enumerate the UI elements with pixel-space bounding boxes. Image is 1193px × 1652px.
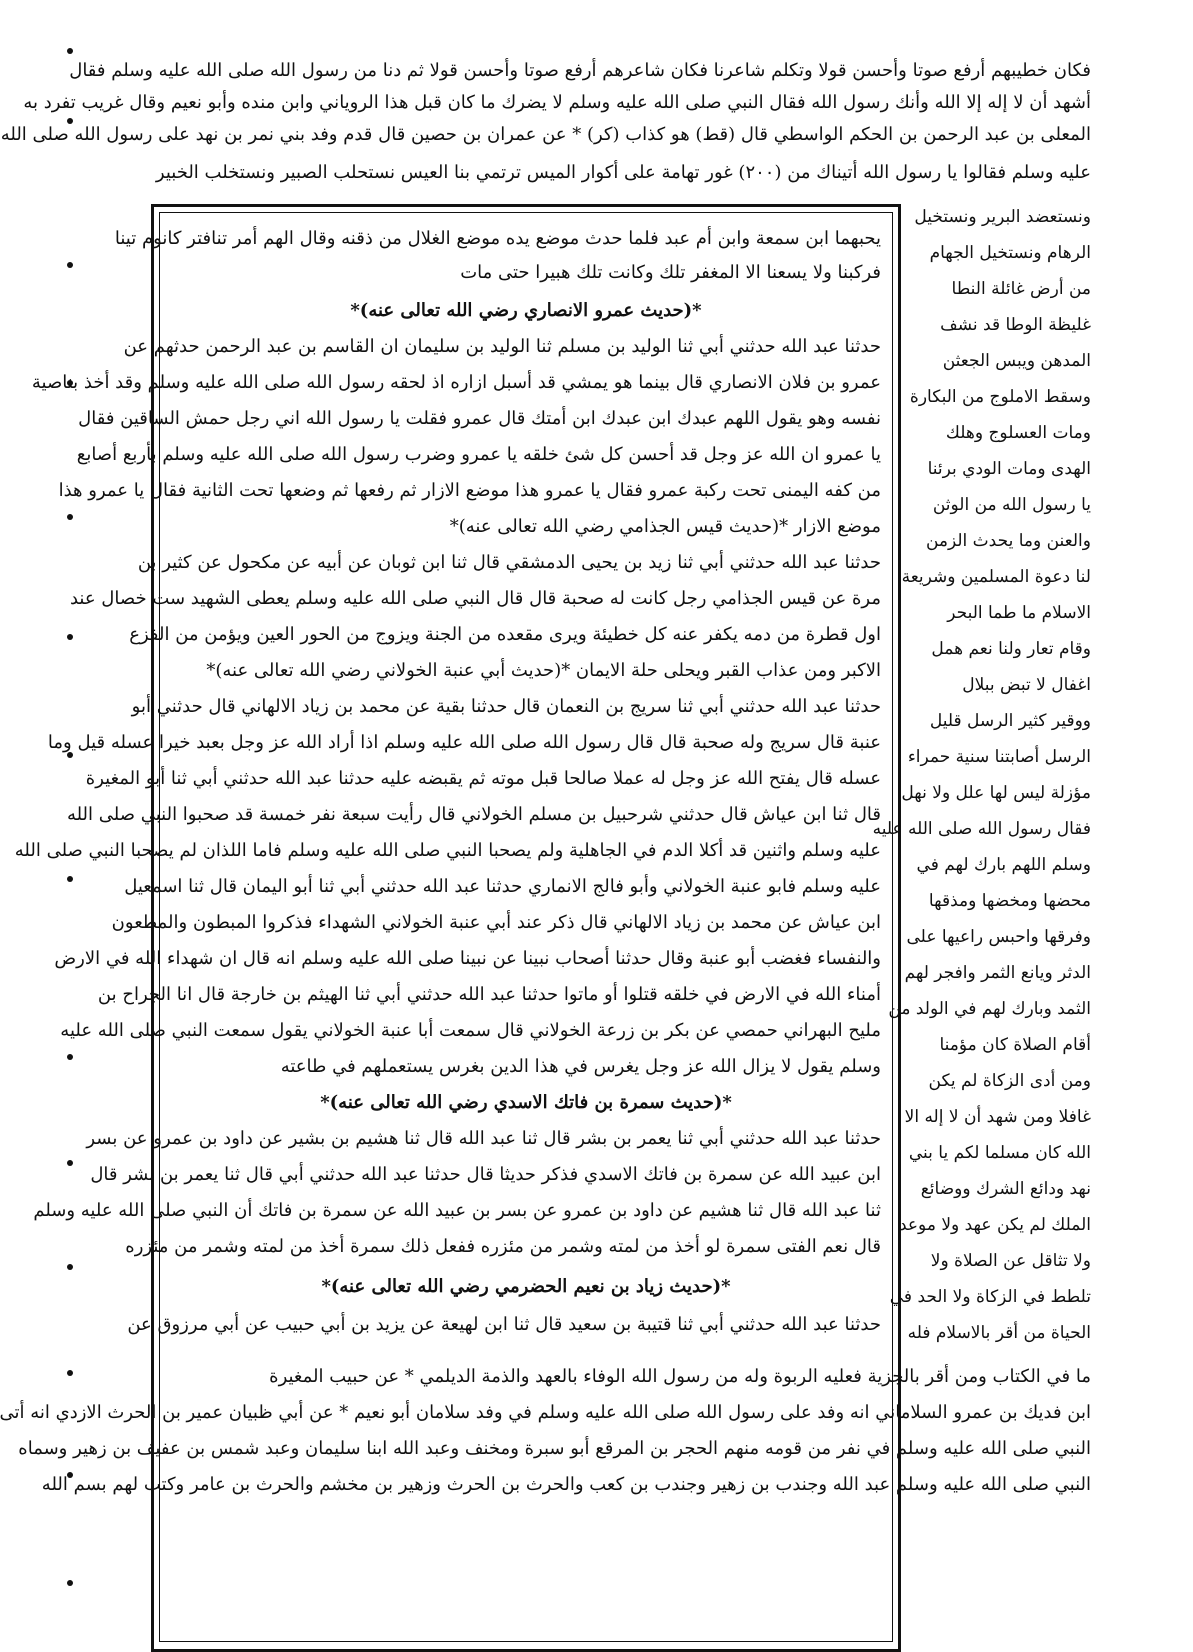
margin-text-line: وسقط الاملوج من البكارة [909,387,1091,407]
margin-text-line: الملك لم يكن عهد ولا موعد [898,1215,1091,1235]
margin-text-line: الحياة من أقر بالاسلام فله [907,1323,1091,1343]
margin-text-line: أقام الصلاة كان مؤمنا [939,1035,1091,1055]
main-text-line: حدثنا عبد الله حدثني أبي ثنا زيد بن يحيى الدمشقي قال ثنا ابن ثوبان عن أبيه عن مكحول عن كثير بن [137,552,881,573]
margin-text-line: محضها ومخضها ومذقها [928,891,1091,911]
margin-text-line: الله كان مسلما لكم يا بني [908,1143,1091,1163]
main-text-line: أمناء الله في الارض في خلقه قتلوا أو ماتوا حدثنا عبد الله حدثني أبي ثنا الهيثم بن خارجة قال انا الجراح بن [97,984,881,1005]
margin-text-line: وسلم اللهم بارك لهم في [916,855,1091,875]
margin-text-line: ونستعضد البرير ونستخيل [914,207,1091,227]
main-text-line: حدثنا عبد الله حدثني أبي ثنا قتيبة بن سعيد قال ثنا ابن لهيعة عن يزيد بن أبي حبيب عن أبي مرزوق عن [127,1314,881,1335]
top-text-line: فكان خطيبهم أرفع صوتا وأحسن قولا وتكلم شاعرنا فكان شاعرهم أرفع صوتا وأحسن قولا ثم دنا من رسول الله صلى الله عليه وسلم فقال [69,60,1091,81]
margin-dot [67,1160,73,1166]
main-text-line: ثنا عبد الله قال ثنا هشيم عن داود بن عمرو عن بسر بن عبيد الله عن سمرة بن فاتك أن النبي صلى الله عليه وسلم [33,1200,881,1221]
margin-text-line: ووقير كثير الرسل قليل [929,711,1091,731]
margin-text-line: ولا تثاقل عن الصلاة ولا [930,1251,1091,1271]
margin-text-line: لنا دعوة المسلمين وشريعة [901,567,1091,587]
margin-text-line: والعنن وما يحدث الزمن [925,531,1091,551]
main-text-line: قال نعم الفتى سمرة لو أخذ من لمته وشمر من مئزره ففعل ذلك سمرة أخذ من لمته وشمر من مئزره [125,1236,881,1257]
section-heading: *(حديث سمرة بن فاتك الاسدي رضي الله تعالى عنه)* [320,1092,732,1113]
main-text-line: حدثنا عبد الله حدثني أبي ثنا يعمر بن بشر قال ثنا عبد الله قال ثنا هشيم بن بشير عن داود بن عمرو عن بسر [86,1128,881,1149]
margin-dot [67,514,73,520]
margin-text-line: وفرقها واحبس راعيها على [906,927,1091,947]
margin-dot [67,634,73,640]
main-text-line: مليح البهراني حمصي عن بكر بن زرعة الخولاني قال سمعت أبا عنبة الخولاني يقول سمعت النبي صلى الله عليه [60,1020,881,1041]
top-text-line: المعلى بن عبد الرحمن بن الحكم الواسطي قال (قط) هو كذاب (كر) * عن عمران بن حصين قال قدم وفد بني نمر بن نهد على رسول الله صلى الله [0,124,1091,145]
margin-text-line: غليظة الوطا قد نشف [940,315,1091,335]
bottom-text-line: ما في الكتاب ومن أقر بالجزية فعليه الربوة وله من رسول الله الوفاء بالعهد والذمة الديلمي * عن حبيب المغيرة [269,1366,1091,1387]
main-text-line: فركبنا ولا يسعنا الا المغفر تلك وكانت تلك هبيرا حتى مات [460,262,881,283]
margin-dot [67,1264,73,1270]
margin-dot [67,1580,73,1586]
margin-text-line: ومن أدى الزكاة لم يكن [928,1071,1091,1091]
margin-text-line: يا رسول الله من الوثن [932,495,1091,515]
margin-text-line: الدثر ويانع الثمر وافجر لهم [904,963,1091,983]
margin-text-line: فقال رسول الله صلى الله عليه [872,819,1091,839]
main-text-line: من كفه اليمنى تحت ركبة عمرو فقال يا عمرو هذا موضع الازار ثم رفعها ثم وضعها تحت الثانية فقال يا عمرو هذا [58,480,881,501]
bottom-text-line: النبي صلى الله عليه وسلم في نفر من قومه منهم الحجر بن المرقع أبو سبرة ومخنف وعبد الله ابنا سليمان وعبد شمس بن عفيف بن زهير وسماه [18,1438,1091,1459]
margin-text-line: الاسلام ما طما البحر [947,603,1091,623]
main-text-line: عنبة قال سريج وله صحبة قال قال رسول الله صلى الله عليه وسلم اذا أراد الله عز وجل بعبد خيرا عسله قيل وما [47,732,881,753]
margin-text-line: من أرض غائلة النطا [951,279,1091,299]
margin-dot [67,1370,73,1376]
margin-dot [67,262,73,268]
margin-text-line: الثمد وبارك لهم في الولد من [888,999,1091,1019]
main-text-line: يحبهما ابن سمعة وابن أم عبد فلما حدث موضع يده موضع الغلال من ذقنه وقال الهم أمر تنافتر كانوم تينا [114,228,881,249]
main-text-line: والنفساء فغضب أبو عنبة وقال حدثنا أصحاب نبينا عن نبينا صلى الله عليه وسلم انه قال ان شهداء الله في الارض [54,948,881,969]
main-text-line: اول قطرة من دمه يكفر عنه كل خطيئة ويرى مقعده من الجنة ويزوج من الحور العين ويؤمن من الفزع [129,624,881,645]
main-text-line: الاكبر ومن عذاب القبر ويحلى حلة الايمان *(حديث أبي عنبة الخولاني رضي الله تعالى عنه)* [206,660,881,681]
main-text-line: ابن عبيد الله عن سمرة بن فاتك الاسدي فذكر حديثا قال حدثنا عبد الله حدثني أبي قال ثنا يعمر بن بشر قال [90,1164,881,1185]
main-text-line: نفسه وهو يقول اللهم عبدك ابن عبدك ابن أمتك قال عمرو فقلت يا رسول الله اني رجل حمش الساقين فقال [78,408,881,429]
margin-dot [67,1054,73,1060]
main-text-line: قال ثنا ابن عياش قال حدثني شرحبيل بن مسلم الخولاني قال رأيت سبعة نفر خمسة قد صحبوا النبي صلى الله [66,804,881,825]
margin-text-line: المدهن ويبس الجعثن [942,351,1091,371]
section-heading: *(حديث عمرو الانصاري رضي الله تعالى عنه)* [350,300,702,321]
margin-text-line: ومات العسلوج وهلك [945,423,1091,443]
margin-text-line: وقام تعار ولنا نعم همل [931,639,1091,659]
margin-dot [67,876,73,882]
section-heading: *(حديث زياد بن نعيم الحضرمي رضي الله تعالى عنه)* [321,1276,731,1297]
main-text-line: حدثنا عبد الله حدثني أبي ثنا سريج بن النعمان قال حدثنا بقية عن محمد بن زياد الالهاني قال حدثني أبو [131,696,881,717]
main-text-line: مرة عن قيس الجذامي رجل كانت له صحبة قال قال النبي صلى الله عليه وسلم يعطى الشهيد ست خصال عند [69,588,881,609]
bottom-text-line: ابن فديك بن عمرو السلاماني انه وفد على رسول الله صلى الله عليه وسلم في وفد سلامان أبو نعيم * عن أبي ظبيان عمير بن الحرث الازدي انه أتى [0,1402,1091,1423]
main-text-line: موضع الازار *(حديث قيس الجذامي رضي الله تعالى عنه)* [449,516,881,537]
main-text-line: ابن عياش عن محمد بن زياد الالهاني قال ذكر عند أبي عنبة الخولاني الشهداء فذكروا المبطون والمطعون [111,912,881,933]
top-text-line: أشهد أن لا إله إلا الله وأنك رسول الله فقال النبي صلى الله عليه وسلم لا يضرك ما كان قبل هذا الروياني وابن منده وأبو نعيم وقال غريب تفرد به [23,92,1091,113]
margin-text-line: نهد ودائع الشرك ووضائع [920,1179,1091,1199]
margin-dot [67,48,73,54]
main-text-line: عليه وسلم فابو عنبة الخولاني وأبو فالج الانماري حدثنا عبد الله حدثني أبي ثنا أبو اليمان قال ثنا اسمعيل [124,876,881,897]
main-text-line: وسلم يقول لا يزال الله عز وجل يغرس في هذا الدين بغرس يستعملهم في طاعته [280,1056,881,1077]
margin-text-line: الهدى ومات الودي برئنا [927,459,1091,479]
top-text-line: عليه وسلم فقالوا يا رسول الله أتيناك من (٢٠٠) غور تهامة على أكوار الميس ترتمي بنا العيس نستحلب الصبير ونستخلب الخبير [155,162,1091,183]
margin-text-line: غافلا ومن شهد أن لا إله الا [904,1107,1091,1127]
margin-text-line: الرهام ونستخيل الجهام [929,243,1091,263]
bottom-text-line: النبي صلى الله عليه وسلم عبد الله وجندب بن زهير وجندب بن كعب والحرث بن الحرث وزهير بن مخشم والحرث بن عامر وكتب لهم بسم الله [41,1474,1091,1495]
main-text-line: عمرو بن فلان الانصاري قال بينما هو يمشي قد أسبل ازاره اذ لحقه رسول الله صلى الله عليه وسلم وقد أخذ بناصية [31,372,881,393]
margin-text-line: مؤزلة ليس لها علل ولا نهل [901,783,1091,803]
main-text-line: عسله قال يفتح الله عز وجل له عملا صالحا قبل موته ثم يقبضه عليه حدثنا عبد الله حدثني أبي ثنا أبو المغيرة [85,768,881,789]
main-text-line: عليه وسلم واثنين قد أكلا الدم في الجاهلية ولم يصحبا النبي صلى الله عليه وسلم فاما اللذان لم يصحبا النبي صلى الله [14,840,881,861]
main-text-line: يا عمرو ان الله عز وجل قد أحسن كل شئ خلقه يا عمرو وضرب رسول الله صلى الله عليه وسلم بأربع أصابع [76,444,881,465]
margin-text-line: الرسل أصابتنا سنية حمراء [907,747,1091,767]
main-text-line: حدثنا عبد الله حدثني أبي ثنا الوليد بن مسلم ثنا الوليد بن سليمان ان القاسم بن عبد الرحمن حدثهم عن [123,336,881,357]
margin-text-line: تلطط في الزكاة ولا الحد في [889,1287,1091,1307]
margin-text-line: اغفال لا تبض ببلال [962,675,1091,695]
